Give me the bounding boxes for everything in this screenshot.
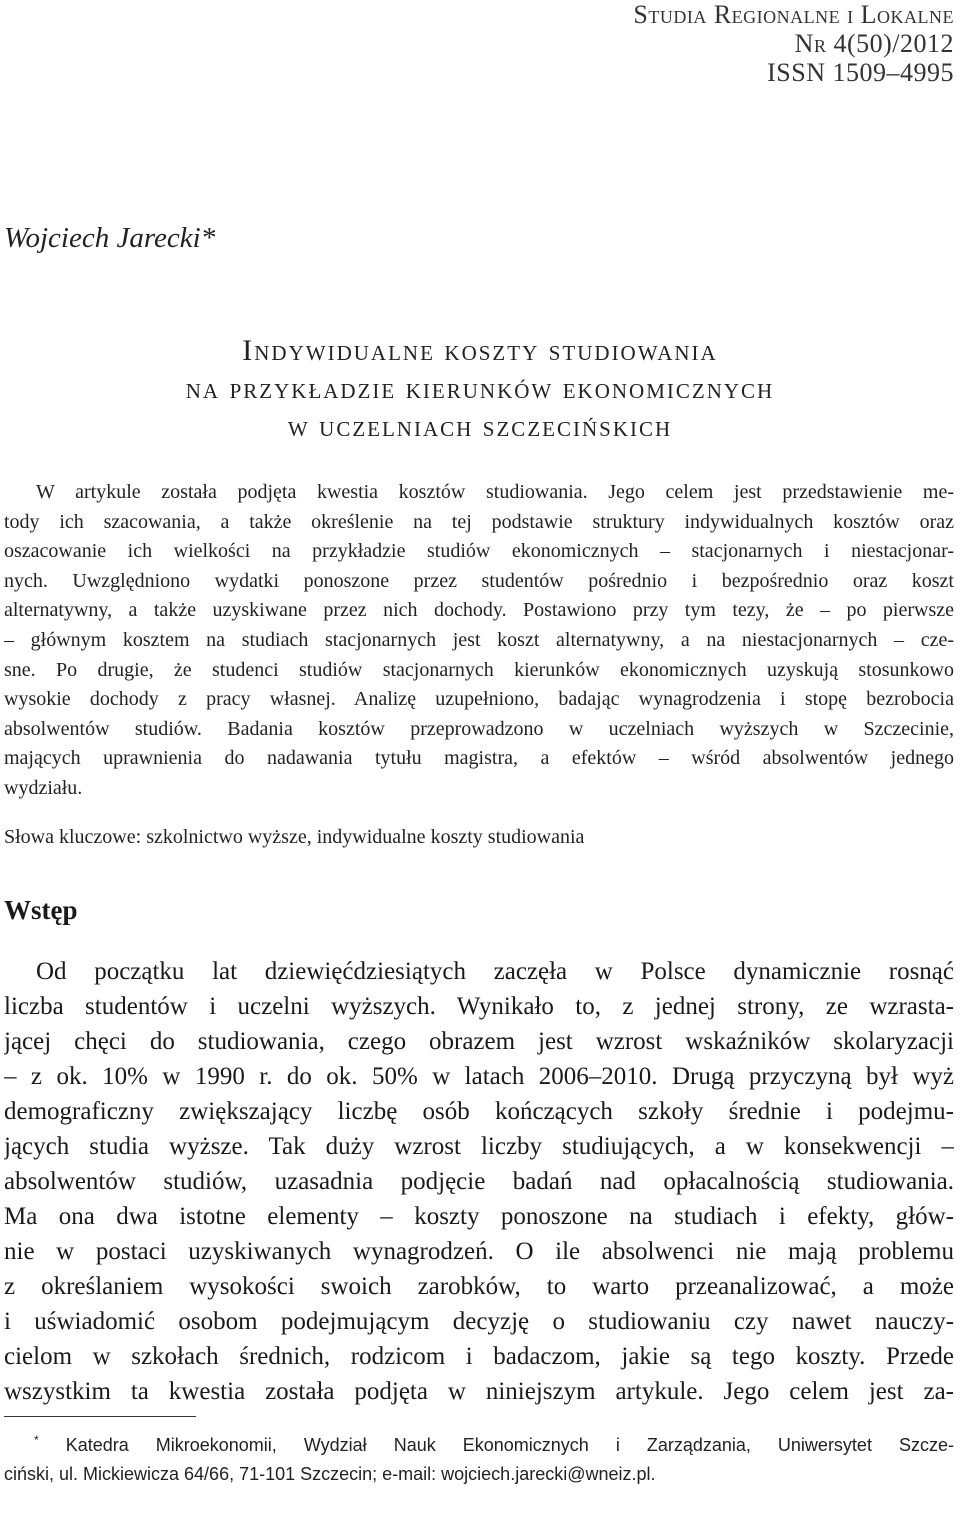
abstract-line: – głównym kosztem na studiach stacjonarnych jest koszt alternatywny, a na niestacjonarnych – cze- xyxy=(4,628,954,651)
body-line: cielom w szkołach średnich, rodzicom i badaczom, jakie są tego koszty. Przede xyxy=(4,1343,954,1370)
abstract-line: sne. Po drugie, że studenci studiów stacjonarnych kierunków ekonomicznych uzyskują stosunkowo xyxy=(4,658,954,681)
journal-name: Studia Regionalne i Lokalne xyxy=(633,0,954,29)
body-line: demograficzny zwiększający liczbę osób kończących szkoły średnie i podejmu- xyxy=(4,1098,954,1125)
footnote xyxy=(4,1426,954,1489)
body-line: Ma ona dwa istotne elementy – koszty ponoszone na studiach i efekty, głów- xyxy=(4,1203,954,1230)
body-line: jących studia wyższe. Tak duży wzrost liczby studiujących, a w konsekwencji – xyxy=(4,1133,954,1160)
abstract xyxy=(4,478,954,804)
author-name: Wojciech Jarecki* xyxy=(4,222,216,254)
title-line: na przykładzie kierunków ekonomicznych xyxy=(185,372,775,405)
body-line: liczba studentów i uczelni wyższych. Wynikało to, z jednej strony, ze wzrasta- xyxy=(4,993,954,1020)
footnote-line: ciński, ul. Mickiewicza 64/66, 71-101 Szczecin; e-mail: wojciech.jarecki@wneiz.pl. xyxy=(4,1464,656,1484)
body-line: Od początku lat dziewięćdziesiątych zaczęła w Polsce dynamicznie rosnąć xyxy=(36,958,954,985)
abstract-line: oszacowanie ich wielkości na przykładzie studiów ekonomicznych – stacjonarnych i niestacjonar- xyxy=(4,540,954,563)
abstract-line: alternatywny, a także uzyskiwane przez nich dochody. Postawiono przy tym tezy, że – po pierwsze xyxy=(4,599,954,622)
journal-issue: Nr 4(50)/2012 xyxy=(794,29,954,58)
journal-issn: ISSN 1509–4995 xyxy=(767,58,954,87)
body-line: z określaniem wysokości swoich zarobków, to warto przeanalizować, a może xyxy=(4,1273,954,1300)
body-line: i uświadomić osobom podejmującym decyzję o studiowaniu czy nawet nauczy- xyxy=(4,1308,954,1335)
abstract-line: wysokie dochody z pracy własnej. Analizę uzupełniono, badając wynagrodzenia i stopę bezrobocia xyxy=(4,688,954,711)
abstract-line: tody ich szacowania, a także określenie na tej podstawie struktury indywidualnych kosztów oraz xyxy=(4,510,954,533)
footnote-divider xyxy=(4,1416,196,1417)
abstract-line: W artykule została podjęta kwestia kosztów studiowania. Jego celem jest przedstawienie me- xyxy=(36,481,954,503)
article-title xyxy=(0,332,960,446)
footnote-mark: * xyxy=(34,1433,39,1447)
body-line: absolwentów studiów, uzasadnia podjęcie badań nad opłacalnością studiowania. xyxy=(4,1168,954,1195)
body-line: wszystkim ta kwestia została podjęta w niniejszym artykule. Jego celem jest za- xyxy=(4,1378,954,1405)
abstract-line: mających uprawnienia do nadawania tytułu magistra, a efektów – wśród absolwentów jednego xyxy=(4,747,954,770)
body-line: jącej chęci do studiowania, czego obrazem jest wzrost wskaźników skolaryzacji xyxy=(4,1028,954,1055)
abstract-line: absolwentów studiów. Badania kosztów przeprowadzono w uczelniach wyższych w Szczecinie, xyxy=(4,717,954,740)
body-line: – z ok. 10% w 1990 r. do ok. 50% w latach 2006–2010. Drugą przyczyną był wyż xyxy=(4,1063,954,1090)
title-line: w uczelniach szczecińskich xyxy=(287,410,673,443)
footnote-text: Katedra Mikroekonomii, Wydział Nauk Ekonomicznych i Zarządzania, Uniwersytet Szcze- xyxy=(65,1435,954,1455)
body-paragraph xyxy=(4,954,954,1409)
journal-header xyxy=(633,0,954,87)
body-line: nie w postaci uzyskiwanych wynagrodzeń. O ile absolwenci nie mają problemu xyxy=(4,1238,954,1265)
footnote-line xyxy=(4,1426,954,1460)
abstract-line: wydziału. xyxy=(4,776,83,799)
keywords: Słowa kluczowe: szkolnictwo wyższe, indywidualne koszty studiowania xyxy=(4,826,585,848)
title-line: Indywidualne koszty studiowania xyxy=(242,334,718,367)
section-heading: Wstęp xyxy=(4,895,78,925)
abstract-line: nych. Uwzględniono wydatki ponoszone przez studentów pośrednio i bezpośrednio oraz koszt xyxy=(4,569,954,592)
